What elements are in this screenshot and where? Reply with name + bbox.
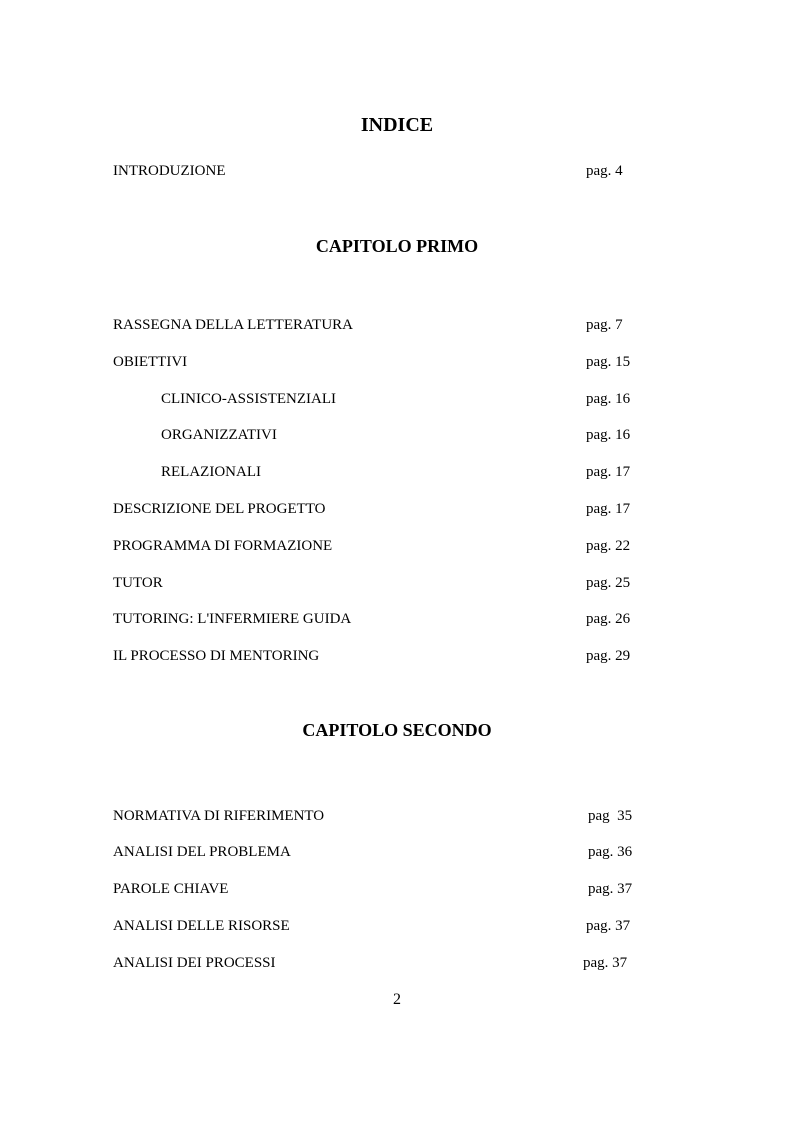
- toc-entry-page: pag. 37: [583, 955, 628, 971]
- toc-entry-page: pag. 7: [586, 317, 623, 333]
- page-title: INDICE: [360, 114, 434, 136]
- toc-entry-label: ANALISI DEL PROBLEMA: [113, 844, 291, 860]
- toc-entry-label: ORGANIZZATIVI: [161, 427, 277, 443]
- toc-entry-page: pag. 4: [586, 163, 623, 179]
- toc-entry: [0, 879, 794, 899]
- toc-entry-label: ANALISI DEI PROCESSI: [113, 955, 276, 971]
- toc-entry-page: pag. 29: [586, 648, 631, 664]
- toc-entry: [0, 842, 794, 862]
- toc-entry-label: NORMATIVA DI RIFERIMENTO: [113, 808, 325, 824]
- page-number: 2: [393, 991, 401, 1008]
- toc-entry: [0, 646, 794, 666]
- chapter-heading-secondo: CAPITOLO SECONDO: [302, 720, 492, 740]
- toc-entry-page: pag 35: [588, 808, 633, 824]
- toc-subentry: [0, 425, 794, 445]
- toc-entry-page: pag. 25: [586, 575, 631, 591]
- chapter-heading-primo: CAPITOLO PRIMO: [315, 236, 479, 256]
- toc-entry-introduzione: [0, 161, 794, 181]
- toc-entry-label: TUTORING: L'INFERMIERE GUIDA: [113, 611, 352, 627]
- toc-entry: [0, 352, 794, 372]
- toc-entry: [0, 953, 794, 973]
- toc-entry: [0, 536, 794, 556]
- toc-entry-page: pag. 17: [586, 464, 631, 480]
- toc-entry-page: pag. 15: [586, 354, 631, 370]
- toc-entry-label: INTRODUZIONE: [113, 163, 226, 179]
- toc-entry-label: RELAZIONALI: [161, 464, 261, 480]
- toc-entry-label: PAROLE CHIAVE: [113, 881, 229, 897]
- toc-subentry: [0, 389, 794, 409]
- toc-entry-label: DESCRIZIONE DEL PROGETTO: [113, 501, 326, 517]
- toc-entry-label: OBIETTIVI: [113, 354, 188, 370]
- toc-entry-label: ANALISI DELLE RISORSE: [113, 918, 290, 934]
- toc-entry-page: pag. 22: [586, 538, 631, 554]
- toc-entry-page: pag. 37: [586, 918, 631, 934]
- toc-entry-page: pag. 37: [588, 881, 633, 897]
- toc-entry-page: pag. 16: [586, 391, 631, 407]
- toc-entry: [0, 315, 794, 335]
- toc-entry: [0, 806, 794, 826]
- toc-entry-page: pag. 26: [586, 611, 631, 627]
- toc-entry-label: TUTOR: [113, 575, 163, 591]
- toc-entry: [0, 499, 794, 519]
- toc-subentry: [0, 462, 794, 482]
- toc-entry-page: pag. 17: [586, 501, 631, 517]
- toc-entry-label: CLINICO-ASSISTENZIALI: [161, 391, 336, 407]
- toc-entry: [0, 916, 794, 936]
- toc-entry-page: pag. 36: [588, 844, 633, 860]
- toc-entry-label: IL PROCESSO DI MENTORING: [113, 648, 320, 664]
- toc-entry-page: pag. 16: [586, 427, 631, 443]
- toc-entry: [0, 609, 794, 629]
- toc-entry: [0, 573, 794, 593]
- toc-entry-label: RASSEGNA DELLA LETTERATURA: [113, 317, 353, 333]
- toc-entry-label: PROGRAMMA DI FORMAZIONE: [113, 538, 333, 554]
